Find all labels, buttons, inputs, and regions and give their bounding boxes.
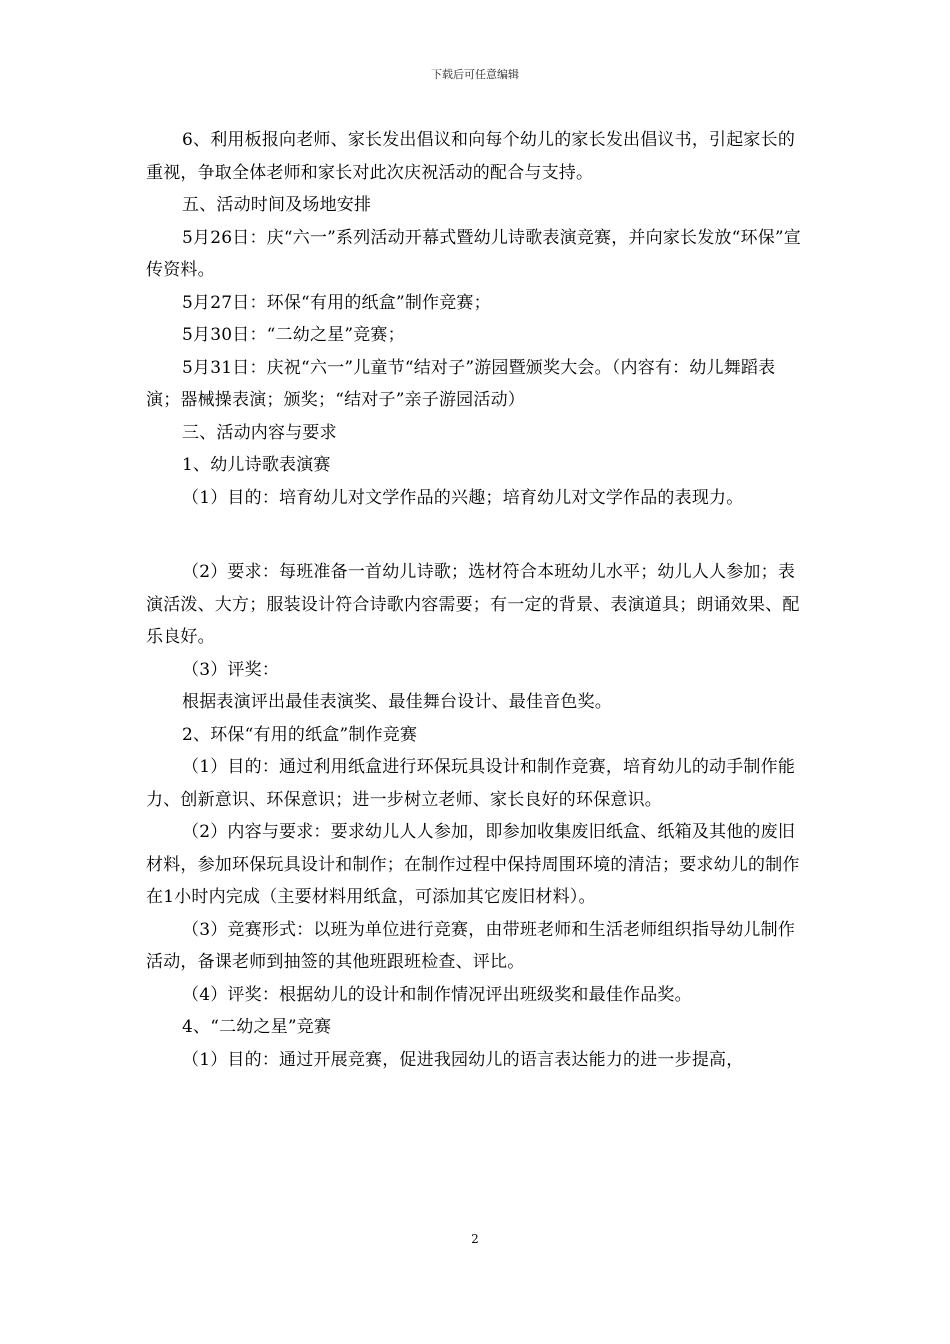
subsection-heading: 2、环保“有用的纸盒”制作竞赛 [182,724,418,745]
paragraph: 6、利用板报向老师、家长发出倡议和向每个幼儿的家长发出倡议书，引起家长的重视，争取全体老师和家长对此次庆祝活动的配合与支持。 [146,130,796,183]
paragraph: 根据表演评出最佳表演奖、最佳舞台设计、最佳音色奖。 [182,692,612,712]
paragraph: （1）目的：培育幼儿对文学作品的兴趣；培育幼儿对文学作品的表现力。 [182,487,744,508]
document-body [146,124,806,1076]
section-heading: 五、活动时间及场地安排 [182,195,372,215]
paragraph: （4）评奖：根据幼儿的设计和制作情况评出班级奖和最佳作品奖。 [182,984,692,1005]
blank-line [146,514,806,556]
section-heading: 三、活动内容与要求 [182,422,337,443]
paragraph: （1）目的：通过利用纸盒进行环保玩具设计和制作竞赛，培育幼儿的动手制作能力、创新意识、环保意识；进一步树立老师、家长良好的环保意识。 [146,757,796,810]
paragraph: （3）评奖： [182,659,280,680]
paragraph: 5月26日：庆“六一”系列活动开幕式暨幼儿诗歌表演竞赛，并向家长发放“环保”宣传资料。 [146,227,802,280]
header-note: 下载后可任意编辑 [431,68,519,81]
paragraph: 5月30日：“二幼之星”竞赛； [182,325,405,345]
paragraph: （1）目的：通过开展竞赛，促进我园幼儿的语言表达能力的进一步提高， [182,1049,744,1070]
page-number: 2 [471,1232,479,1246]
subsection-heading: 4、“二幼之星”竞赛 [182,1017,332,1037]
subsection-heading: 1、幼儿诗歌表演赛 [182,455,331,475]
paragraph: （3）竞赛形式：以班为单位进行竞赛，由带班老师和生活老师组织指导幼儿制作活动，备课老师到抽签的其他班跟班检查、评比。 [146,919,796,972]
paragraph: （2）内容与要求：要求幼儿人人参加，即参加收集废旧纸盒、纸箱及其他的废旧材料，参加环保玩具设计和制作；在制作过程中保持周围环境的清洁；要求幼儿的制作在1小时内完成（主要材料用纸盒，可添加其它废旧材料）。 [146,822,800,907]
paragraph: 5月31日：庆祝“六一”儿童节“结对子”游园暨颁奖大会。（内容有：幼儿舞蹈表演；器械操表演；颁奖；“结对子”亲子游园活动） [146,357,776,410]
paragraph: 5月27日：环保“有用的纸盒”制作竞赛； [182,292,491,313]
paragraph: （2）要求：每班准备一首幼儿诗歌；选材符合本班幼儿水平；幼儿人人参加；表演活泼、大方；服装设计符合诗歌内容需要；有一定的背景、表演道具；朗诵效果、配乐良好。 [146,562,800,647]
